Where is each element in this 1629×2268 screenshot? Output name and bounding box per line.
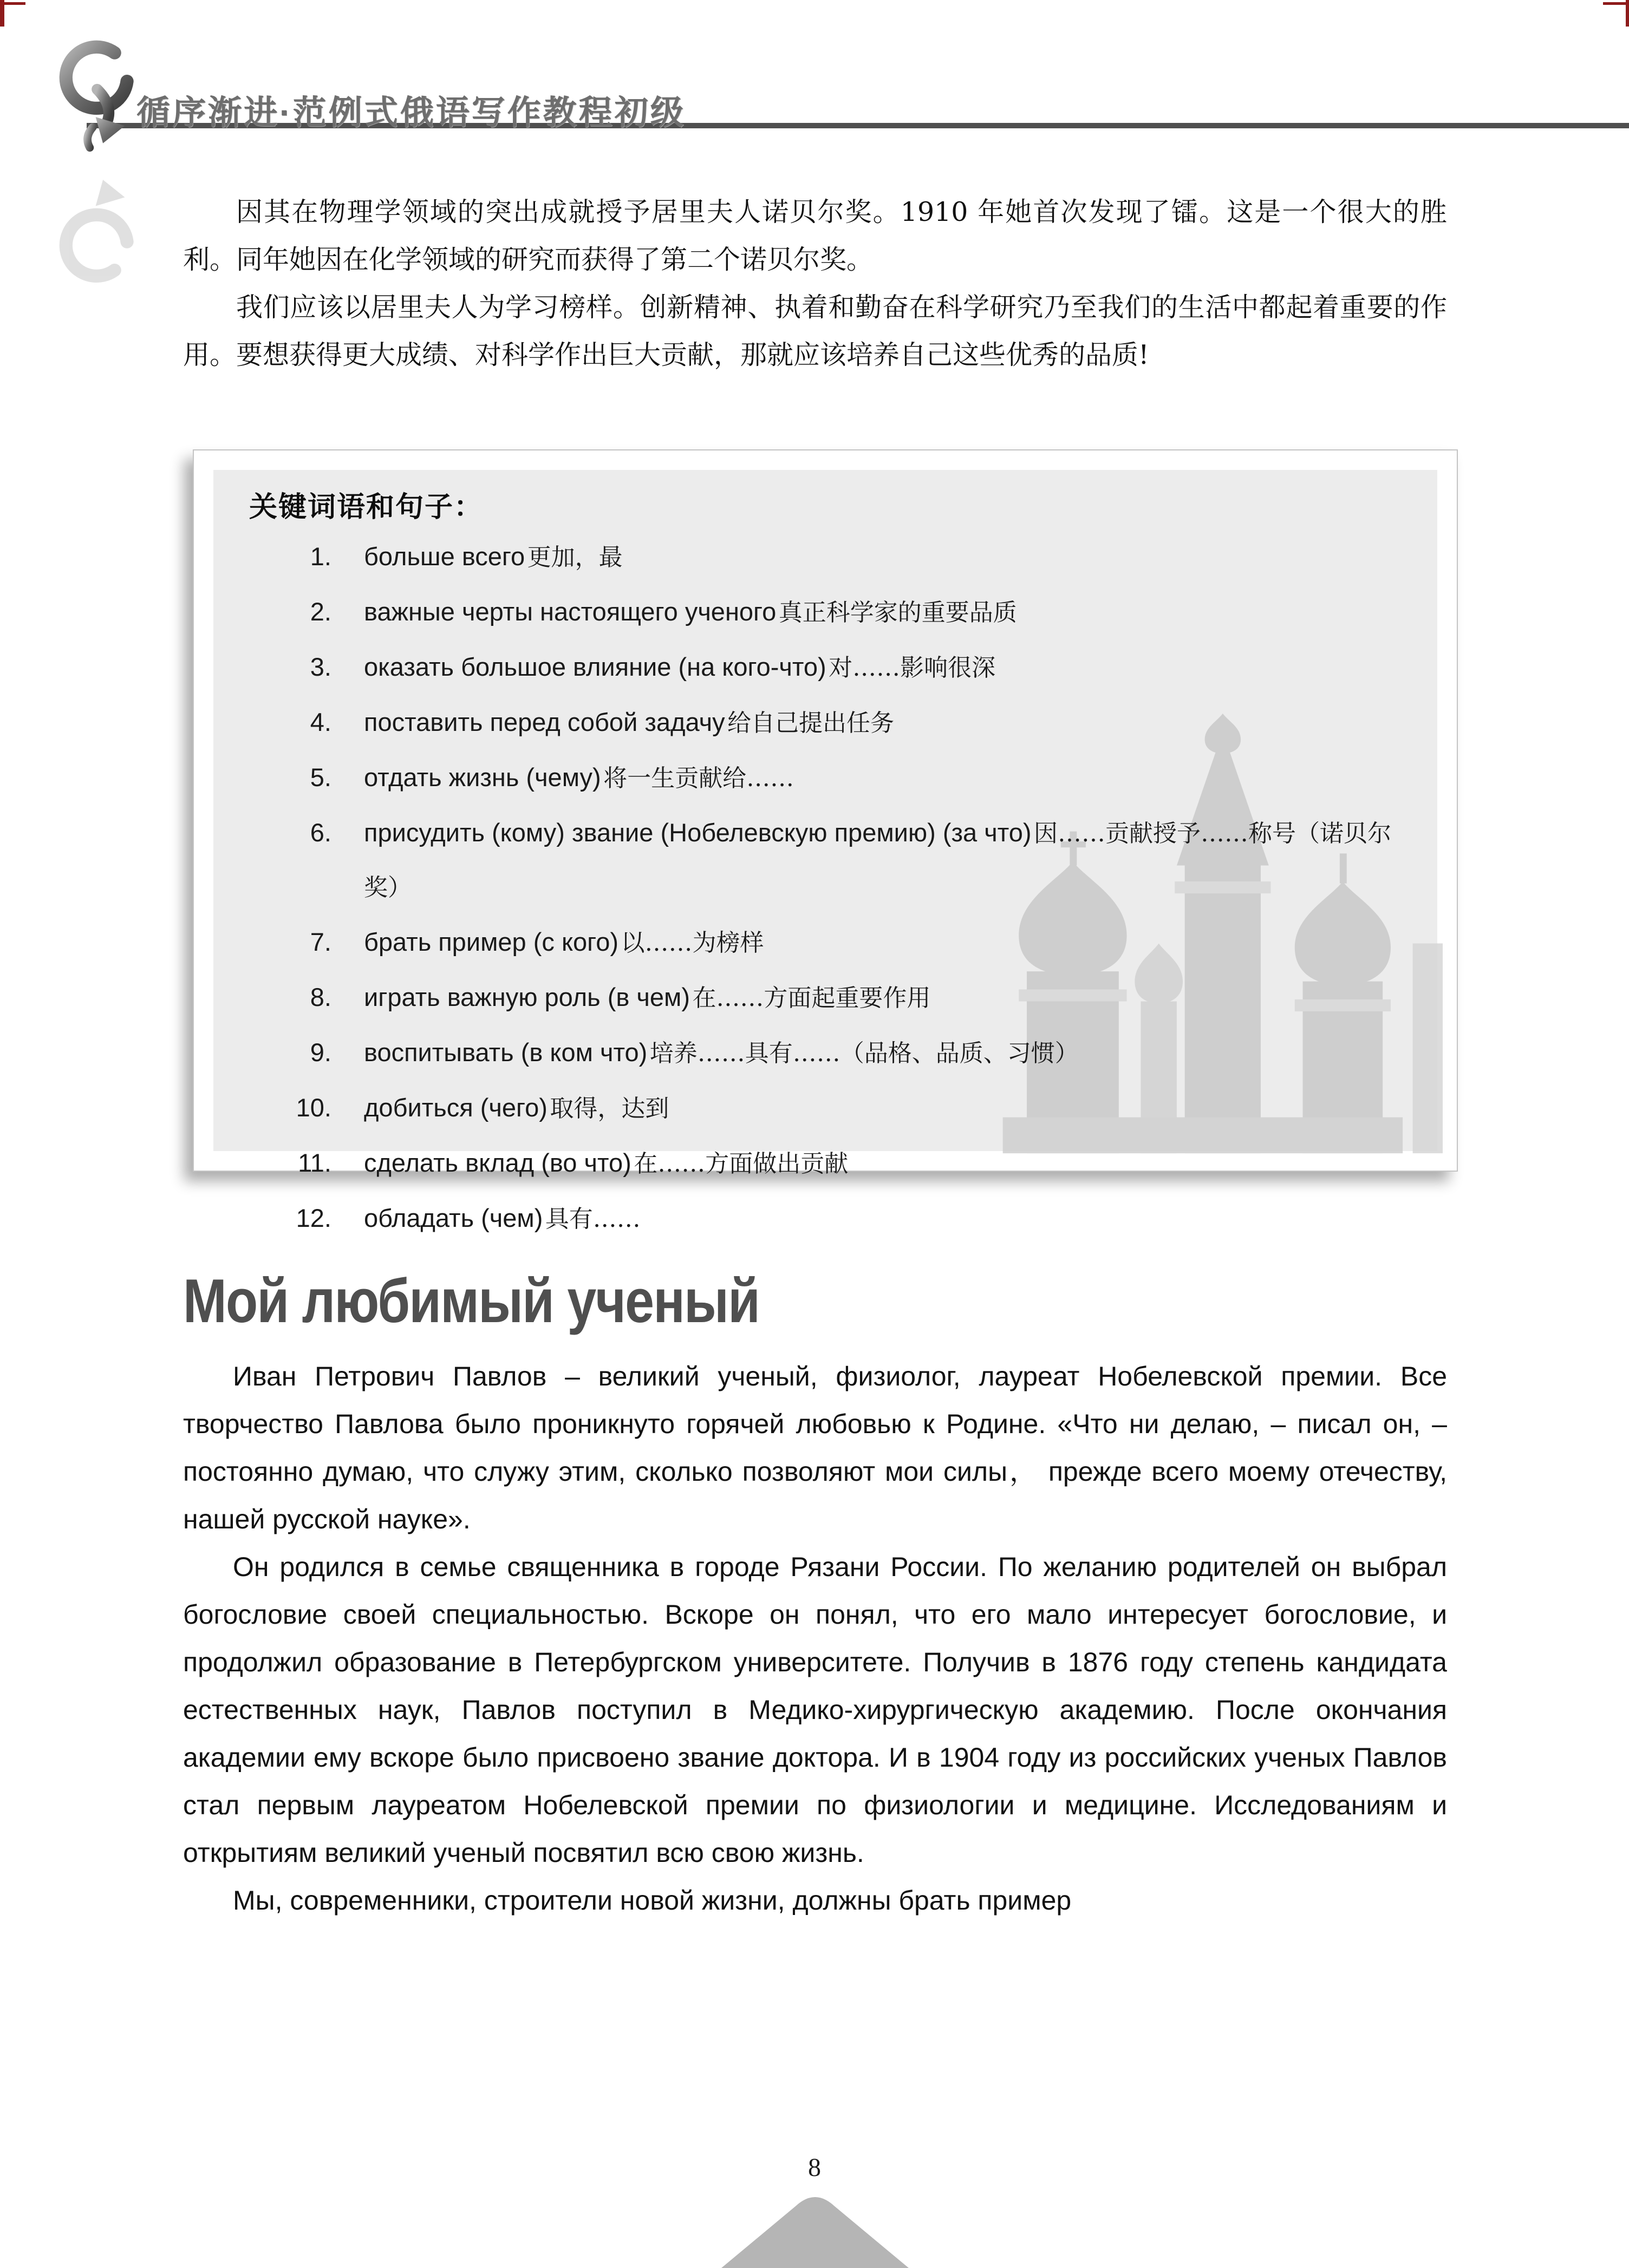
keyword-item-chinese: 因……贡献授予……称号（诺贝尔奖） — [364, 820, 1391, 901]
corner-mark-top-left-arm — [0, 2, 25, 5]
keyword-item-chinese: 将一生贡献给…… — [603, 764, 794, 792]
keyword-item-russian: больше всего — [364, 542, 525, 571]
keyword-item-number: 1. — [310, 542, 331, 571]
keyword-item-number: 6. — [310, 818, 331, 847]
keyword-item — [249, 643, 1416, 698]
keyword-item-russian: сделать вклад (во что) — [364, 1148, 631, 1177]
keyword-item-number: 11. — [298, 1148, 331, 1177]
keyword-item — [249, 918, 1416, 973]
keyword-item-number: 2. — [310, 597, 331, 626]
keyword-item-chinese: 取得，达到 — [550, 1095, 669, 1122]
keyword-item — [249, 698, 1416, 753]
essay-paragraph: Мы, современники, строители новой жизни, должны брать пример — [233, 1885, 1072, 1916]
intro-paragraph: 我们应该以居里夫人为学习榜样。创新精神、执着和勤奋在科学研究乃至我们的生活中都起着重要的作用。要想获得更大成绩、对科学作出巨大贡献，那就应该培养自己这些优秀的品质! — [183, 292, 1447, 370]
keyword-item-chinese: 具有…… — [545, 1205, 641, 1233]
intro-paragraph: 因其在物理学领域的突出成就授予居里夫人诺贝尔奖。1910 年她首次发现了镭。这是一个很大的胜利。同年她因在化学领域的研究而获得了第二个诺贝尔奖。 — [183, 197, 1447, 275]
keyword-item — [249, 973, 1416, 1028]
keyword-item-number: 10. — [296, 1093, 331, 1122]
keyword-item-russian: оказать большое влияние (на кого-что) — [364, 652, 826, 681]
keyword-item-russian: отдать жизнь (чему) — [364, 763, 601, 792]
keyword-item-chinese: 对……影响很深 — [829, 654, 996, 682]
keyword-item-russian: играть важную роль (в чем) — [364, 983, 690, 1011]
corner-mark-top-right-arm — [1603, 2, 1629, 5]
keyword-item-chinese: 在……方面做出贡献 — [634, 1150, 849, 1178]
keyword-item-chinese: 真正科学家的重要品质 — [778, 599, 1017, 626]
keyword-item — [249, 753, 1416, 808]
keywords-panel — [213, 470, 1437, 1233]
keyword-item-russian: обладать (чем) — [364, 1204, 543, 1232]
keyword-item-chinese: 以……为榜样 — [621, 929, 764, 957]
essay-paragraph: Он родился в семье священника в городе Рязани России. По желанию родителей он выбрал богословие своей специальностью. Вскоре он понял, что его мало интересует богословие, и продолжил образование в Петербургском университете. Получив в 1876 году степень кандидата естественных наук, Павлов поступил в Медико-хирургическую академию. После окончания академии ему вскоре было присвоено звание доктора. И в 1904 году из российских ученых Павлов стал первым лауреатом Нобелевской премии по физиологии и медицине. Исследованиям и открытиям великий ученый посвятил всю свою жизнь. — [183, 1552, 1447, 1868]
keywords-title: 关键词语和句子： — [249, 491, 484, 524]
intro-paragraphs — [183, 188, 1447, 379]
keyword-item-number: 3. — [310, 652, 331, 681]
essay-paragraph: Иван Петрович Павлов – великий ученый, физиолог, лауреат Нобелевской премии. Все творчество Павлова было проникнуто горячей любовью к Родине. «Что ни делаю, – писал он, – постоянно думаю, что служу этим, сколько позволяют мои силы， прежде всего моему отечеству, нашей русской науке». — [183, 1361, 1447, 1534]
keyword-item-russian: воспитывать (в ком что) — [364, 1038, 648, 1067]
keyword-item-chinese: 培养……具有……（品格、品质、习惯） — [649, 1040, 1079, 1067]
keyword-item-russian: важные черты настоящего ученого — [364, 597, 777, 626]
page-number: 8 — [808, 2153, 821, 2182]
keyword-item-russian: брать пример (с кого) — [364, 927, 619, 956]
keyword-item-number: 12. — [296, 1204, 331, 1232]
keyword-item-number: 4. — [310, 708, 331, 736]
keyword-item-russian: добиться (чего) — [364, 1093, 548, 1122]
keyword-item-number: 5. — [310, 763, 331, 792]
keyword-item — [249, 532, 1416, 587]
essay-title: Мой любимый ученый — [183, 1267, 760, 1336]
keyword-item — [249, 1194, 1416, 1249]
page-bottom-triangle-icon — [720, 2193, 910, 2268]
keyword-item — [249, 587, 1416, 643]
keyword-item-chinese: 在……方面起重要作用 — [692, 984, 931, 1012]
keyword-item — [249, 1028, 1416, 1083]
keywords-box — [193, 449, 1458, 1233]
keyword-item-number: 9. — [310, 1038, 331, 1067]
keyword-item-chinese: 更加，最 — [527, 544, 623, 571]
series-title: 循序渐进·范例式俄语写作教程初级 — [136, 94, 686, 132]
keyword-item-russian: поставить перед собой задачу — [364, 708, 725, 736]
keyword-item — [249, 1083, 1416, 1139]
keyword-item-chinese: 给自己提出任务 — [727, 709, 895, 737]
keyword-item — [249, 808, 1416, 918]
keyword-item — [249, 1139, 1416, 1194]
spiral-arrow-logo-icon — [50, 41, 147, 180]
essay-body — [183, 1352, 1447, 1924]
keyword-item-number: 8. — [310, 983, 331, 1011]
keywords-list — [249, 532, 1416, 1249]
keyword-item-russian: присудить (кому) звание (Нобелевскую премию) (за что) — [364, 818, 1032, 847]
keyword-item-number: 7. — [310, 927, 331, 956]
